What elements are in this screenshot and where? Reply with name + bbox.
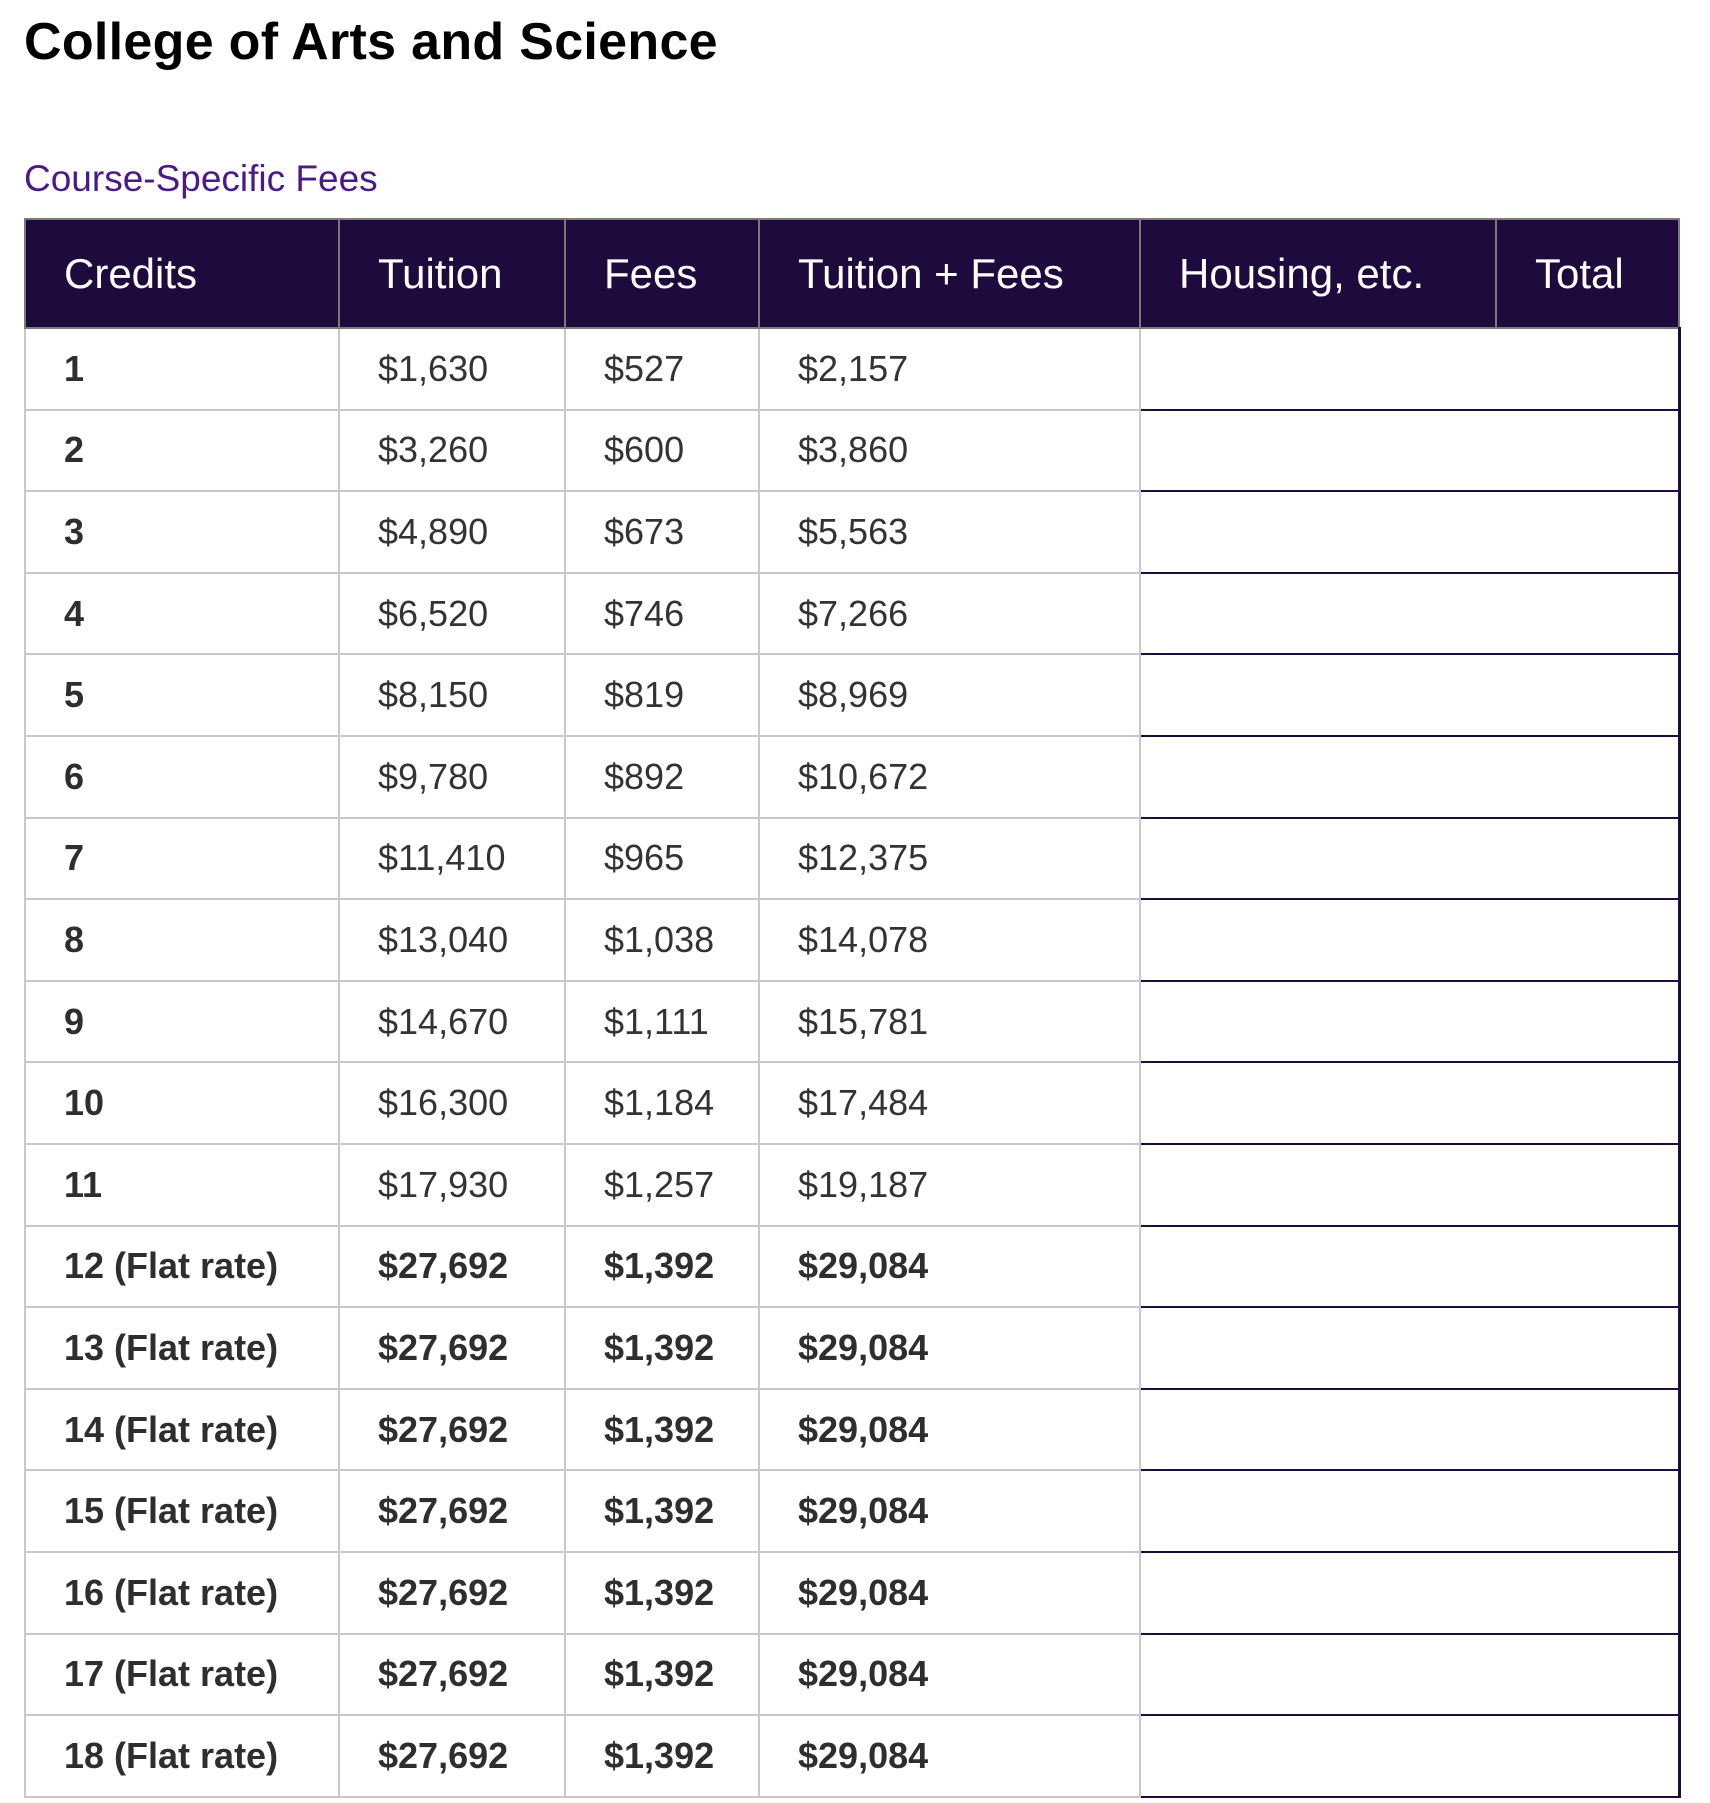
table-row (25, 573, 1679, 655)
column-header-tuition-plus-fees: Tuition + Fees (759, 219, 1140, 328)
fees-cell: $965 (565, 818, 759, 900)
credits-cell: 4 (25, 573, 339, 655)
table-row (25, 654, 1679, 736)
housing-total-cell (1140, 1470, 1679, 1552)
tuition-cell: $4,890 (339, 491, 565, 573)
credits-cell: 15 (Flat rate) (25, 1470, 339, 1552)
column-header-housing: Housing, etc. (1140, 219, 1496, 328)
fees-cell: $1,392 (565, 1634, 759, 1716)
tuition-cell: $27,692 (339, 1307, 565, 1389)
tuition-plus-fees-cell: $19,187 (759, 1144, 1140, 1226)
column-header-tuition: Tuition (339, 219, 565, 328)
table-row (25, 328, 1679, 410)
credits-cell: 9 (25, 981, 339, 1063)
credits-cell: 16 (Flat rate) (25, 1552, 339, 1634)
table-row (25, 1144, 1679, 1226)
credits-cell: 1 (25, 328, 339, 410)
fees-cell: $892 (565, 736, 759, 818)
tuition-cell: $27,692 (339, 1226, 565, 1308)
fees-cell: $527 (565, 328, 759, 410)
housing-total-cell (1140, 818, 1679, 900)
column-header-total: Total (1496, 219, 1679, 328)
tuition-cell: $14,670 (339, 981, 565, 1063)
housing-total-cell (1140, 981, 1679, 1063)
table-row (25, 899, 1679, 981)
table-row (25, 1226, 1679, 1308)
tuition-plus-fees-cell: $29,084 (759, 1307, 1140, 1389)
tuition-cell: $27,692 (339, 1389, 565, 1471)
table-row (25, 818, 1679, 900)
tuition-plus-fees-cell: $8,969 (759, 654, 1140, 736)
table-row (25, 491, 1679, 573)
tuition-cell: $11,410 (339, 818, 565, 900)
fees-cell: $600 (565, 410, 759, 492)
tuition-plus-fees-cell: $29,084 (759, 1552, 1140, 1634)
fees-cell: $1,392 (565, 1389, 759, 1471)
fees-cell: $1,392 (565, 1715, 759, 1797)
tuition-cell: $3,260 (339, 410, 565, 492)
tuition-plus-fees-cell: $2,157 (759, 328, 1140, 410)
housing-total-cell (1140, 573, 1679, 655)
tuition-cell: $27,692 (339, 1715, 565, 1797)
tuition-cell: $16,300 (339, 1062, 565, 1144)
credits-cell: 14 (Flat rate) (25, 1389, 339, 1471)
table-row (25, 1470, 1679, 1552)
table-row (25, 1715, 1679, 1797)
tuition-plus-fees-cell: $29,084 (759, 1715, 1140, 1797)
tuition-cell: $6,520 (339, 573, 565, 655)
tuition-plus-fees-cell: $14,078 (759, 899, 1140, 981)
table-body (25, 328, 1679, 1797)
credits-cell: 5 (25, 654, 339, 736)
housing-total-cell (1140, 1389, 1679, 1471)
housing-total-cell (1140, 328, 1679, 410)
housing-total-cell (1140, 1715, 1679, 1797)
credits-cell: 13 (Flat rate) (25, 1307, 339, 1389)
page-title: College of Arts and Science (24, 13, 718, 71)
table-row (25, 981, 1679, 1063)
fees-cell: $819 (565, 654, 759, 736)
fees-cell: $1,392 (565, 1307, 759, 1389)
course-specific-fees-link[interactable]: Course-Specific Fees (24, 158, 378, 199)
column-header-fees: Fees (565, 219, 759, 328)
table-row (25, 1307, 1679, 1389)
tuition-plus-fees-cell: $29,084 (759, 1226, 1140, 1308)
header-row (25, 219, 1679, 328)
housing-total-cell (1140, 1307, 1679, 1389)
fees-cell: $1,111 (565, 981, 759, 1063)
housing-total-cell (1140, 410, 1679, 492)
tuition-plus-fees-cell: $3,860 (759, 410, 1140, 492)
housing-total-cell (1140, 1062, 1679, 1144)
tuition-cell: $27,692 (339, 1552, 565, 1634)
housing-total-cell (1140, 1226, 1679, 1308)
tuition-plus-fees-cell: $15,781 (759, 981, 1140, 1063)
tuition-fees-table (24, 218, 1681, 1798)
credits-cell: 8 (25, 899, 339, 981)
credits-cell: 18 (Flat rate) (25, 1715, 339, 1797)
tuition-cell: $13,040 (339, 899, 565, 981)
housing-total-cell (1140, 491, 1679, 573)
tuition-plus-fees-cell: $12,375 (759, 818, 1140, 900)
fees-cell: $673 (565, 491, 759, 573)
table-row (25, 1389, 1679, 1471)
housing-total-cell (1140, 736, 1679, 818)
housing-total-cell (1140, 654, 1679, 736)
fees-cell: $1,392 (565, 1470, 759, 1552)
credits-cell: 2 (25, 410, 339, 492)
credits-cell: 10 (25, 1062, 339, 1144)
tuition-cell: $1,630 (339, 328, 565, 410)
tuition-cell: $8,150 (339, 654, 565, 736)
tuition-cell: $27,692 (339, 1634, 565, 1716)
tuition-plus-fees-cell: $29,084 (759, 1389, 1140, 1471)
credits-cell: 17 (Flat rate) (25, 1634, 339, 1716)
credits-cell: 12 (Flat rate) (25, 1226, 339, 1308)
table-row (25, 1552, 1679, 1634)
fees-cell: $1,392 (565, 1552, 759, 1634)
housing-total-cell (1140, 1634, 1679, 1716)
tuition-plus-fees-cell: $17,484 (759, 1062, 1140, 1144)
tuition-plus-fees-cell: $5,563 (759, 491, 1140, 573)
housing-total-cell (1140, 1552, 1679, 1634)
fees-cell: $1,038 (565, 899, 759, 981)
credits-cell: 6 (25, 736, 339, 818)
table-row (25, 1062, 1679, 1144)
tuition-cell: $17,930 (339, 1144, 565, 1226)
table-row (25, 1634, 1679, 1716)
credits-cell: 11 (25, 1144, 339, 1226)
housing-total-cell (1140, 899, 1679, 981)
tuition-plus-fees-cell: $29,084 (759, 1470, 1140, 1552)
tuition-cell: $9,780 (339, 736, 565, 818)
tuition-plus-fees-cell: $10,672 (759, 736, 1140, 818)
fees-cell: $746 (565, 573, 759, 655)
tuition-plus-fees-cell: $7,266 (759, 573, 1140, 655)
fees-cell: $1,257 (565, 1144, 759, 1226)
tuition-plus-fees-cell: $29,084 (759, 1634, 1140, 1716)
table-header (25, 219, 1679, 328)
fees-cell: $1,392 (565, 1226, 759, 1308)
credits-cell: 3 (25, 491, 339, 573)
housing-total-cell (1140, 1144, 1679, 1226)
column-header-credits: Credits (25, 219, 339, 328)
credits-cell: 7 (25, 818, 339, 900)
fees-cell: $1,184 (565, 1062, 759, 1144)
table-row (25, 736, 1679, 818)
table-row (25, 410, 1679, 492)
tuition-cell: $27,692 (339, 1470, 565, 1552)
